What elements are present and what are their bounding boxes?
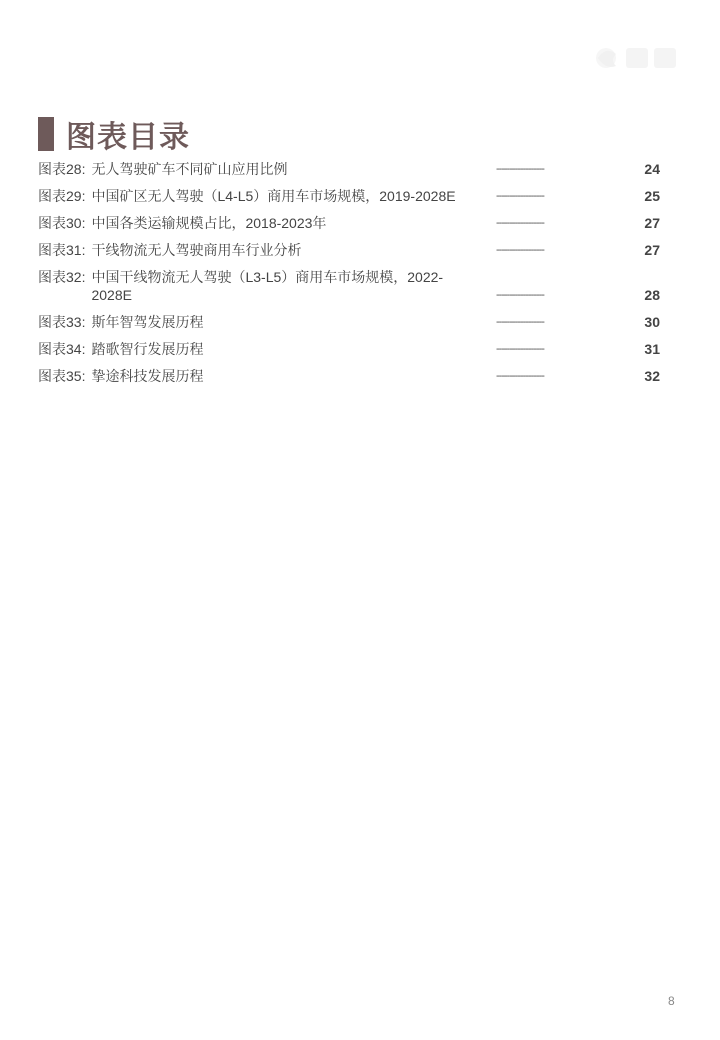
toc-entry-label: 图表33: (38, 314, 86, 330)
toc-entry-text (38, 340, 478, 358)
toc-entry-text (38, 241, 478, 259)
toc-entry-title: 中国干线物流无人驾驶（L3-L5）商用车市场规模，2022-2028E (91, 269, 444, 303)
toc-entry-text (38, 367, 478, 385)
toc-leader: ------------------ (496, 217, 544, 229)
toc-leader: ------------------ (496, 316, 544, 328)
toc-entry-text (38, 313, 478, 331)
toc-entry[interactable] (38, 214, 668, 232)
toc-page-number: 27 (644, 215, 660, 231)
toc-entry-title: 中国矿区无人驾驶（L4-L5）商用车市场规模，2019-2028E (91, 188, 456, 204)
toc-page-number: 28 (644, 287, 660, 303)
toc-entry[interactable] (38, 160, 668, 178)
toc-entry-text (38, 187, 478, 205)
toc-entry-title: 中国各类运输规模占比，2018-2023年 (91, 215, 327, 231)
toc-entry-label: 图表28: (38, 161, 86, 177)
toc-leader: ------------------ (496, 289, 544, 301)
figure-list (38, 160, 668, 394)
toc-entry-text (38, 214, 478, 232)
toc-entry-text (38, 268, 478, 304)
toc-entry-title: 斯年智驾发展历程 (91, 314, 204, 330)
toc-leader: ------------------ (496, 370, 544, 382)
toc-entry-text (38, 160, 478, 178)
toc-entry-label: 图表34: (38, 341, 86, 357)
toc-page-number: 31 (644, 341, 660, 357)
toc-leader: ------------------ (496, 163, 544, 175)
toc-entry-label: 图表30: (38, 215, 86, 231)
toc-page-number: 32 (644, 368, 660, 384)
page-number: 8 (668, 994, 675, 1008)
toc-entry[interactable] (38, 241, 668, 259)
toc-leader: ------------------ (496, 244, 544, 256)
toc-page-number: 27 (644, 242, 660, 258)
toc-leader: ------------------ (496, 343, 544, 355)
page-title: 图表目录 (66, 120, 190, 155)
toc-entry[interactable] (38, 367, 668, 385)
brand-logo-icon (592, 40, 688, 76)
toc-entry-label: 图表29: (38, 188, 86, 204)
toc-page-number: 30 (644, 314, 660, 330)
toc-entry[interactable] (38, 268, 668, 304)
toc-entry-label: 图表35: (38, 368, 86, 384)
toc-entry-label: 图表32: (38, 269, 86, 285)
toc-entry-title: 挚途科技发展历程 (91, 368, 204, 384)
toc-entry-title: 干线物流无人驾驶商用车行业分析 (91, 242, 302, 258)
toc-entry-title: 踏歌智行发展历程 (91, 341, 204, 357)
toc-entry[interactable] (38, 340, 668, 358)
toc-entry[interactable] (38, 313, 668, 331)
toc-leader: ------------------ (496, 190, 544, 202)
toc-entry-title: 无人驾驶矿车不同矿山应用比例 (91, 161, 288, 177)
toc-page-number: 25 (644, 188, 660, 204)
toc-page-number: 24 (644, 161, 660, 177)
section-heading (38, 114, 190, 154)
toc-entry-label: 图表31: (38, 242, 86, 258)
heading-accent-bar (38, 117, 54, 151)
toc-entry[interactable] (38, 187, 668, 205)
